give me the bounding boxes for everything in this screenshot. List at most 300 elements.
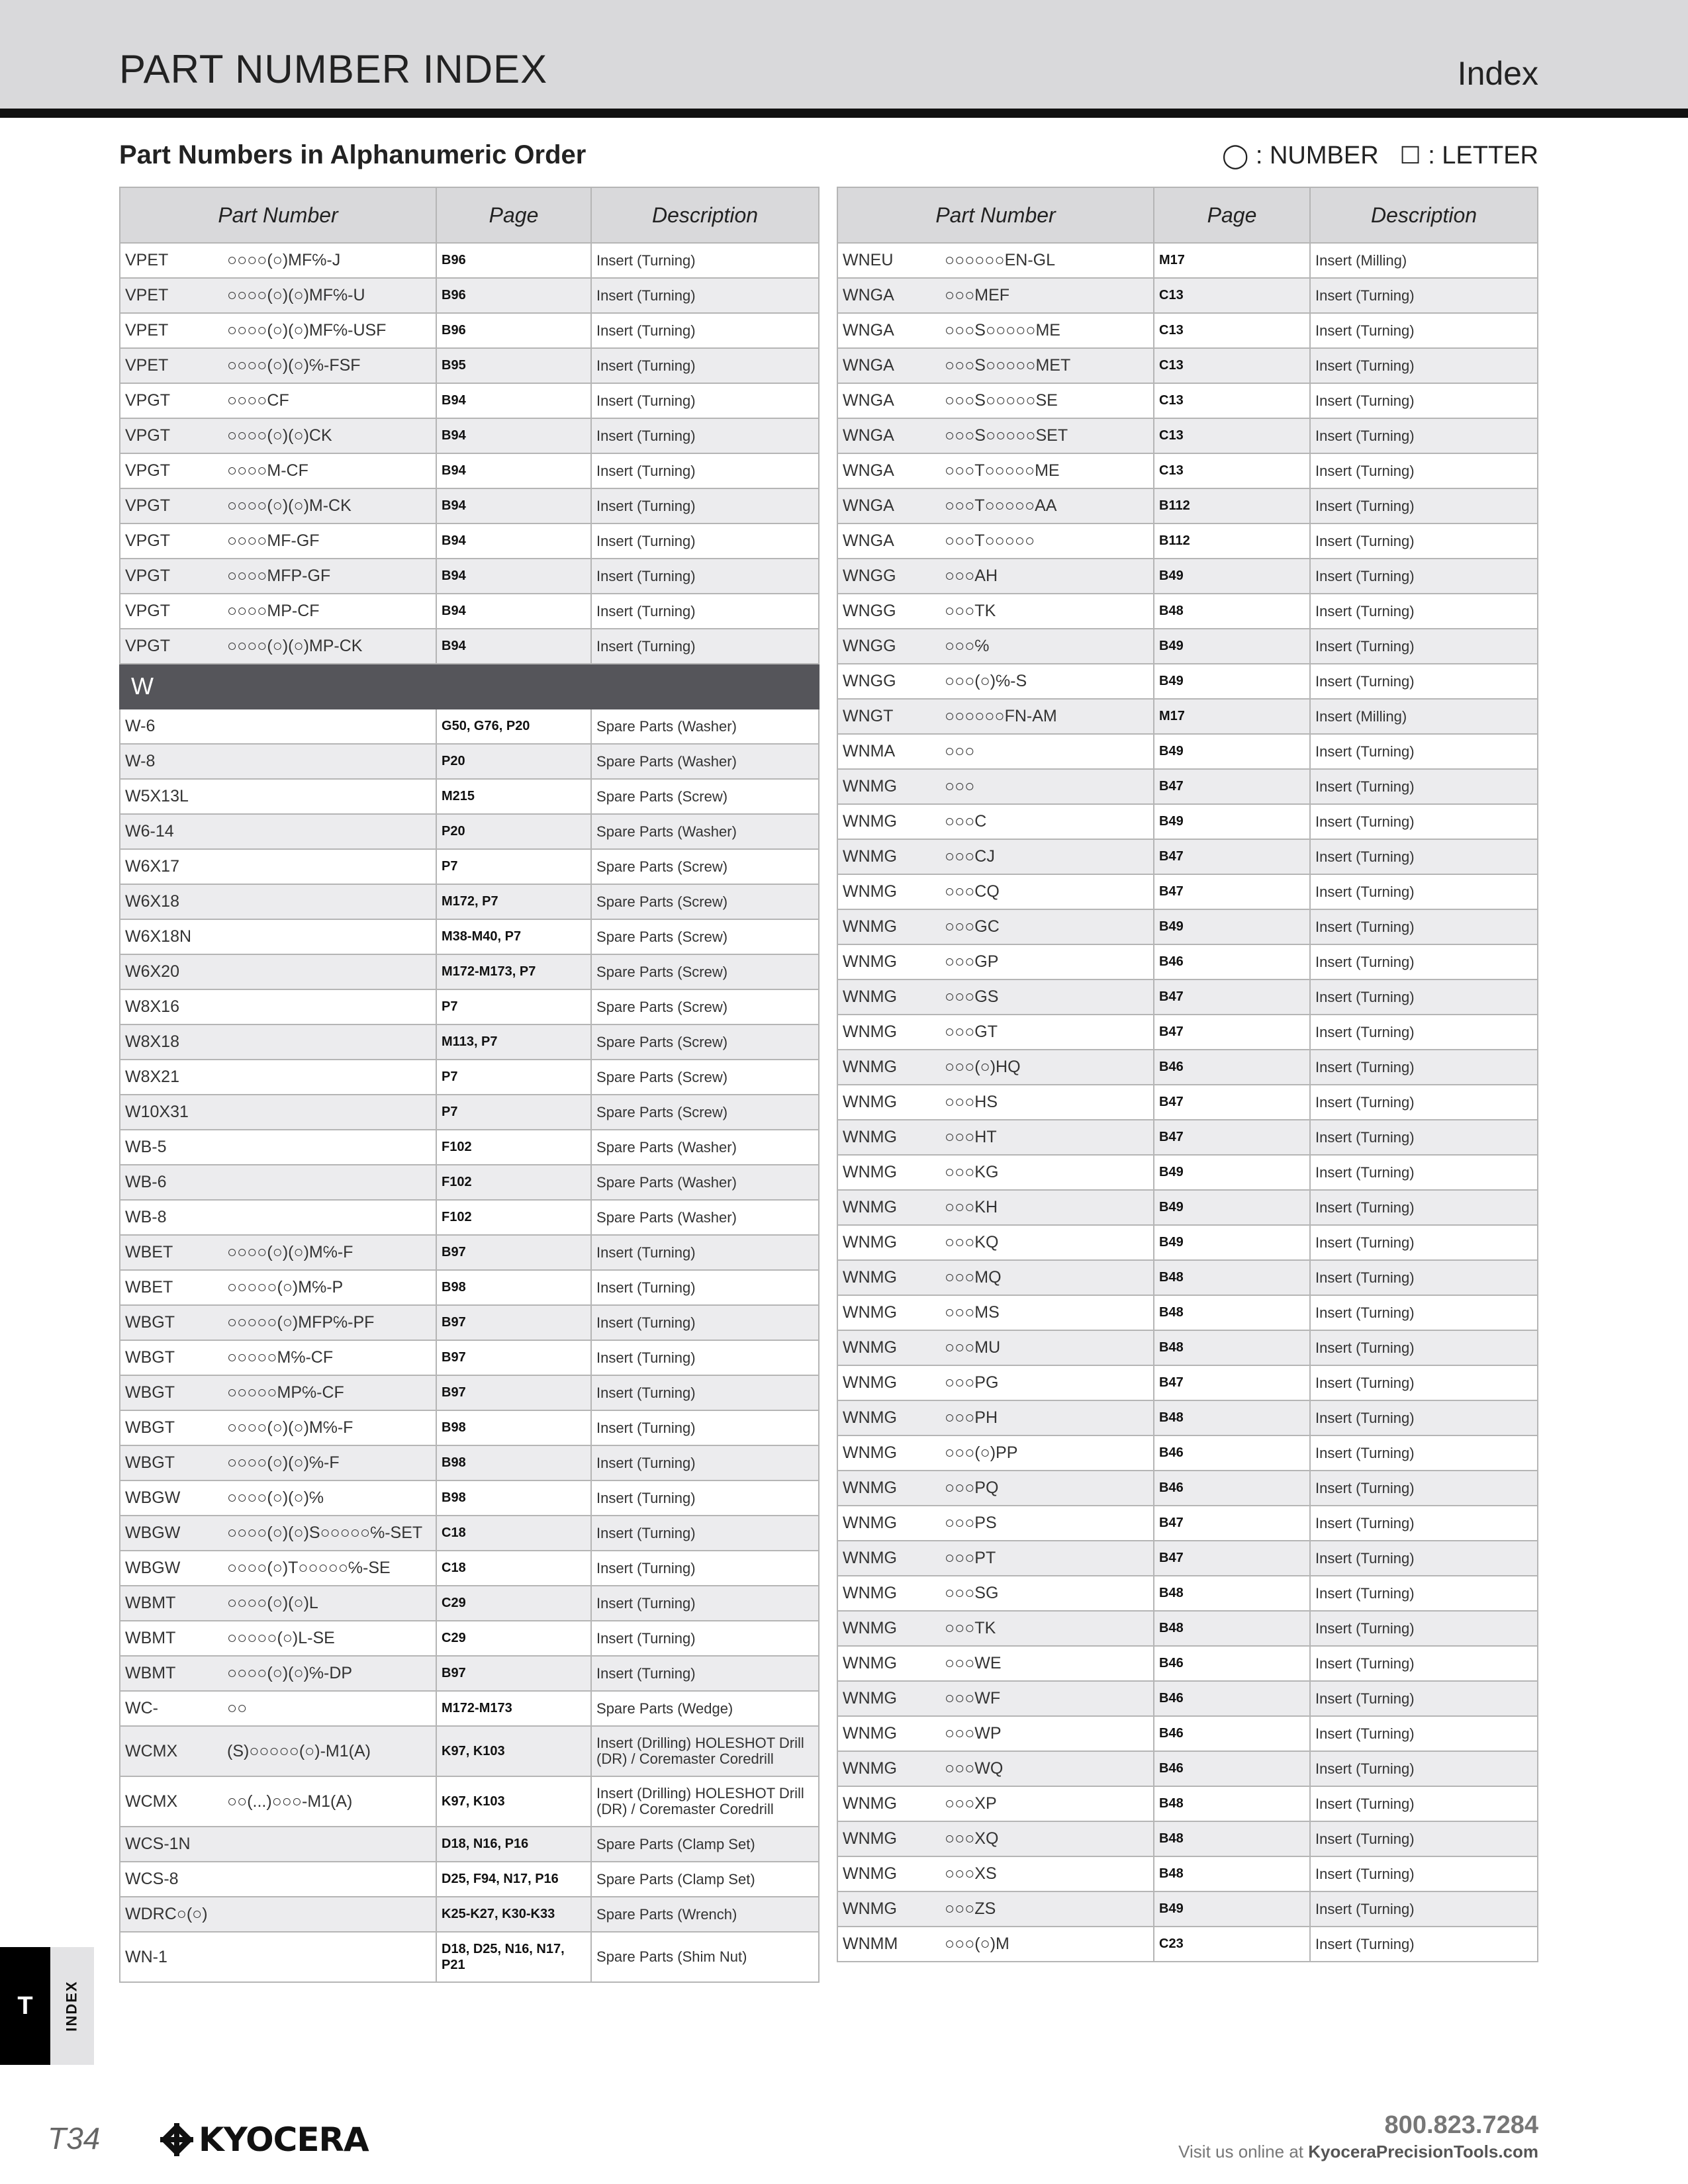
part-code-cell: ○○○PG [942, 1365, 1154, 1400]
part-prefix-cell: WNMG [837, 1400, 942, 1435]
part-prefix-cell: VPGT [120, 383, 224, 418]
part-code-cell [224, 1932, 436, 1982]
part-code-cell [224, 779, 436, 814]
section-label: Index [1457, 55, 1538, 92]
description-cell: Insert (Turning) [1310, 979, 1538, 1015]
part-prefix-cell: VPGT [120, 629, 224, 664]
part-code-cell: ○○○HT [942, 1120, 1154, 1155]
description-cell: Insert (Turning) [1310, 1786, 1538, 1821]
page-cell: B49 [1154, 1891, 1310, 1927]
description-cell: Insert (Turning) [1310, 944, 1538, 979]
page-cell: P7 [436, 1095, 591, 1130]
part-prefix-cell: VPET [120, 278, 224, 313]
page-cell: B49 [1154, 1190, 1310, 1225]
page-cell: B47 [1154, 1365, 1310, 1400]
part-prefix-cell: WNMG [837, 1506, 942, 1541]
table-row [837, 769, 1538, 804]
description-cell: Insert (Turning) [591, 1445, 819, 1480]
description-cell: Spare Parts (Screw) [591, 919, 819, 954]
page-cell: B47 [1154, 839, 1310, 874]
logo-text: KYOCERA [199, 2120, 369, 2159]
table-row [837, 1751, 1538, 1786]
table-row [120, 1480, 819, 1516]
description-cell: Spare Parts (Washer) [591, 744, 819, 779]
part-prefix-cell: WDRC○(○) [120, 1897, 224, 1932]
page-cell: B48 [1154, 1856, 1310, 1891]
page-cell: B48 [1154, 1611, 1310, 1646]
part-number-header: Part Number [120, 187, 436, 243]
table-row [120, 1305, 819, 1340]
description-cell: Spare Parts (Washer) [591, 1200, 819, 1235]
page-cell: B94 [436, 453, 591, 488]
symbol-legend [1222, 142, 1538, 170]
page-cell: B48 [1154, 1576, 1310, 1611]
part-code-cell: ○○○HS [942, 1085, 1154, 1120]
description-cell: Insert (Turning) [1310, 383, 1538, 418]
table-row [120, 1862, 819, 1897]
part-code-cell: ○○○S○○○○○SET [942, 418, 1154, 453]
description-cell: Insert (Turning) [1310, 1856, 1538, 1891]
page-cell: B49 [1154, 909, 1310, 944]
part-prefix-cell: WNGA [837, 523, 942, 559]
part-prefix-cell: W6-14 [120, 814, 224, 849]
description-cell: Insert (Turning) [1310, 594, 1538, 629]
table-row [120, 278, 819, 313]
description-cell: Insert (Turning) [591, 1270, 819, 1305]
table-row [837, 523, 1538, 559]
part-prefix-cell: WBGT [120, 1340, 224, 1375]
part-code-cell: ○○○○(○)(○)L [224, 1586, 436, 1621]
page-cell: B97 [436, 1656, 591, 1691]
part-prefix-cell: WNMG [837, 1751, 942, 1786]
part-code-cell [224, 1165, 436, 1200]
page-cell: B46 [1154, 1471, 1310, 1506]
description-cell: Insert (Turning) [591, 1340, 819, 1375]
page-cell: K97, K103 [436, 1726, 591, 1776]
part-prefix-cell: WNMG [837, 1365, 942, 1400]
part-code-cell: ○○○○(○)(○)CK [224, 418, 436, 453]
part-prefix-cell: WB-6 [120, 1165, 224, 1200]
part-prefix-cell: WNMG [837, 804, 942, 839]
description-cell: Insert (Turning) [591, 1305, 819, 1340]
table-row [837, 1050, 1538, 1085]
part-code-cell [224, 1060, 436, 1095]
part-prefix-cell: WNMG [837, 1050, 942, 1085]
part-prefix-cell: WNGG [837, 629, 942, 664]
part-code-cell: ○○○PH [942, 1400, 1154, 1435]
part-prefix-cell: WNMG [837, 1330, 942, 1365]
part-prefix-cell: WNMG [837, 1786, 942, 1821]
part-code-cell: ○○○○○(○)L-SE [224, 1621, 436, 1656]
part-code-cell: ○○(...)○○○-M1(A) [224, 1776, 436, 1827]
table-row [120, 1235, 819, 1270]
description-cell: Spare Parts (Clamp Set) [591, 1827, 819, 1862]
table-row [837, 1015, 1538, 1050]
description-cell: Insert (Turning) [1310, 559, 1538, 594]
table-row [837, 1541, 1538, 1576]
part-prefix-cell: WB-8 [120, 1200, 224, 1235]
part-code-cell: ○○○○(○)(○)℅-F [224, 1445, 436, 1480]
side-tab-letter: T [17, 1991, 33, 2020]
table-row [120, 849, 819, 884]
table-row [120, 954, 819, 989]
page-cell: P20 [436, 744, 591, 779]
description-cell: Insert (Drilling) HOLESHOT Drill (DR) / Coremaster Coredrill [591, 1776, 819, 1827]
part-number-header: Part Number [837, 187, 1154, 243]
page-cell: M113, P7 [436, 1024, 591, 1060]
page-cell: B94 [436, 594, 591, 629]
description-cell: Spare Parts (Screw) [591, 989, 819, 1024]
part-prefix-cell: WNMG [837, 1471, 942, 1506]
part-prefix-cell: WNGG [837, 559, 942, 594]
part-code-cell: ○○○PQ [942, 1471, 1154, 1506]
part-prefix-cell: WNGA [837, 418, 942, 453]
table-row [837, 1821, 1538, 1856]
index-table-left [119, 187, 820, 1983]
table-row [837, 699, 1538, 734]
page-cell: M17 [1154, 699, 1310, 734]
table-row [120, 348, 819, 383]
part-code-cell: ○○○PS [942, 1506, 1154, 1541]
part-code-cell: ○○○GC [942, 909, 1154, 944]
part-prefix-cell: WBMT [120, 1586, 224, 1621]
page-cell: M17 [1154, 243, 1310, 278]
part-prefix-cell: VPGT [120, 559, 224, 594]
part-prefix-cell: W6X17 [120, 849, 224, 884]
table-row [837, 1927, 1538, 1962]
description-cell: Spare Parts (Washer) [591, 1130, 819, 1165]
part-prefix-cell: WCMX [120, 1726, 224, 1776]
page-cell: B47 [1154, 769, 1310, 804]
part-prefix-cell: WNMG [837, 839, 942, 874]
website-link[interactable]: KyoceraPrecisionTools.com [1308, 2142, 1538, 2161]
part-prefix-cell: WBET [120, 1270, 224, 1305]
part-code-cell: ○○○MEF [942, 278, 1154, 313]
part-prefix-cell: WNGA [837, 453, 942, 488]
description-cell: Insert (Turning) [1310, 1260, 1538, 1295]
table-row [120, 313, 819, 348]
page-cell: B97 [436, 1340, 591, 1375]
description-cell: Insert (Turning) [1310, 1085, 1538, 1120]
description-cell: Spare Parts (Screw) [591, 779, 819, 814]
part-code-cell: ○○○AH [942, 559, 1154, 594]
table-row [837, 839, 1538, 874]
part-code-cell: ○○○○MFP-GF [224, 559, 436, 594]
part-prefix-cell: WNMG [837, 1120, 942, 1155]
part-code-cell: ○○○○(○)(○)M℅-F [224, 1410, 436, 1445]
page-cell: B95 [436, 348, 591, 383]
part-prefix-cell: W6X18N [120, 919, 224, 954]
part-code-cell [224, 1897, 436, 1932]
page-cell: B94 [436, 559, 591, 594]
part-code-cell: ○○○○○(○)M℅-P [224, 1270, 436, 1305]
description-cell: Insert (Turning) [1310, 1576, 1538, 1611]
index-table-left-body [120, 243, 819, 1982]
table-row [837, 1611, 1538, 1646]
table-row [120, 1516, 819, 1551]
page-cell: P20 [436, 814, 591, 849]
description-cell: Insert (Turning) [1310, 1927, 1538, 1962]
part-code-cell: ○○○GP [942, 944, 1154, 979]
part-prefix-cell: VPGT [120, 594, 224, 629]
table-row [120, 1165, 819, 1200]
part-prefix-cell: W8X16 [120, 989, 224, 1024]
part-prefix-cell: WNEU [837, 243, 942, 278]
table-row [120, 559, 819, 594]
header-rule [0, 109, 1688, 118]
part-code-cell: ○○○○(○)(○)M℅-F [224, 1235, 436, 1270]
table-row [837, 734, 1538, 769]
description-cell: Spare Parts (Shim Nut) [591, 1932, 819, 1982]
part-prefix-cell: W6X18 [120, 884, 224, 919]
description-cell: Insert (Turning) [1310, 664, 1538, 699]
description-cell: Insert (Turning) [591, 453, 819, 488]
part-prefix-cell: WNMG [837, 1891, 942, 1927]
part-prefix-cell: WNMG [837, 979, 942, 1015]
page-cell: M38-M40, P7 [436, 919, 591, 954]
circle-icon: ◯ [1222, 142, 1249, 169]
part-prefix-cell: WBGW [120, 1516, 224, 1551]
index-table-right [837, 187, 1538, 1962]
part-code-cell: ○○ [224, 1691, 436, 1726]
page-cell: C29 [436, 1621, 591, 1656]
description-cell: Insert (Turning) [1310, 1225, 1538, 1260]
part-prefix-cell: VPGT [120, 488, 224, 523]
page-cell: C18 [436, 1516, 591, 1551]
page-cell: M215 [436, 779, 591, 814]
page-cell: B94 [436, 523, 591, 559]
description-cell: Spare Parts (Screw) [591, 884, 819, 919]
page-cell: D18, D25, N16, N17, P21 [436, 1932, 591, 1982]
table-row [120, 1095, 819, 1130]
table-row [120, 1586, 819, 1621]
table-row [120, 709, 819, 744]
page-cell: B46 [1154, 1050, 1310, 1085]
part-prefix-cell: WBGW [120, 1480, 224, 1516]
table-row [837, 278, 1538, 313]
part-code-cell: ○○○(○)PP [942, 1435, 1154, 1471]
part-prefix-cell: WNMM [837, 1927, 942, 1962]
description-cell: Spare Parts (Screw) [591, 1060, 819, 1095]
page-cell: B112 [1154, 488, 1310, 523]
table-row [837, 1856, 1538, 1891]
page-cell: M172-M173, P7 [436, 954, 591, 989]
part-code-cell [224, 1827, 436, 1862]
description-cell: Insert (Turning) [1310, 769, 1538, 804]
part-code-cell [224, 954, 436, 989]
table-row [120, 594, 819, 629]
description-cell: Insert (Turning) [1310, 804, 1538, 839]
part-code-cell: ○○○KG [942, 1155, 1154, 1190]
part-code-cell: ○○○S○○○○○SE [942, 383, 1154, 418]
description-cell: Insert (Turning) [1310, 418, 1538, 453]
table-row [837, 1891, 1538, 1927]
page-cell: B96 [436, 313, 591, 348]
part-code-cell: ○○○CQ [942, 874, 1154, 909]
description-cell: Spare Parts (Screw) [591, 954, 819, 989]
description-cell: Insert (Turning) [1310, 1155, 1538, 1190]
part-code-cell: ○○○○(○)(○)MF℅-U [224, 278, 436, 313]
description-cell: Insert (Drilling) HOLESHOT Drill (DR) / Coremaster Coredrill [591, 1726, 819, 1776]
part-prefix-cell: W8X21 [120, 1060, 224, 1095]
table-row [120, 453, 819, 488]
page-cell: B47 [1154, 1506, 1310, 1541]
part-code-cell: ○○○T○○○○○AA [942, 488, 1154, 523]
description-cell: Insert (Turning) [591, 1410, 819, 1445]
part-code-cell: ○○○○(○)(○)MP-CK [224, 629, 436, 664]
table-row [837, 1330, 1538, 1365]
part-prefix-cell: VPGT [120, 418, 224, 453]
part-prefix-cell: WNMG [837, 1295, 942, 1330]
page-cell: C13 [1154, 313, 1310, 348]
part-code-cell [224, 814, 436, 849]
table-row [837, 1435, 1538, 1471]
page-cell: B96 [436, 278, 591, 313]
part-prefix-cell: WNMG [837, 1085, 942, 1120]
page-cell: B98 [436, 1480, 591, 1516]
description-cell: Insert (Turning) [591, 1235, 819, 1270]
description-cell: Insert (Turning) [1310, 1190, 1538, 1225]
page-cell: D18, N16, P16 [436, 1827, 591, 1862]
table-row [120, 629, 819, 664]
part-code-cell [224, 744, 436, 779]
description-cell: Insert (Turning) [1310, 1400, 1538, 1435]
page-cell: M172, P7 [436, 884, 591, 919]
part-prefix-cell: WNGA [837, 278, 942, 313]
part-code-cell: ○○○○M-CF [224, 453, 436, 488]
page-cell: F102 [436, 1130, 591, 1165]
page-cell: C13 [1154, 383, 1310, 418]
table-row [120, 1060, 819, 1095]
description-cell: Insert (Turning) [1310, 1541, 1538, 1576]
table-row [837, 383, 1538, 418]
side-tab-word-label: INDEX [64, 1980, 80, 2032]
description-cell: Spare Parts (Washer) [591, 1165, 819, 1200]
table-row [837, 1120, 1538, 1155]
part-prefix-cell: WNMG [837, 1821, 942, 1856]
part-code-cell: ○○○○MP-CF [224, 594, 436, 629]
part-code-cell: ○○○CJ [942, 839, 1154, 874]
table-row [120, 243, 819, 278]
description-header: Description [1310, 187, 1538, 243]
table-row [837, 1225, 1538, 1260]
table-row [120, 1827, 819, 1862]
part-code-cell: ○○○ [942, 769, 1154, 804]
description-cell: Insert (Turning) [591, 1480, 819, 1516]
part-prefix-cell: WC- [120, 1691, 224, 1726]
part-prefix-cell: W5X13L [120, 779, 224, 814]
part-prefix-cell: WNMG [837, 944, 942, 979]
description-cell: Insert (Turning) [1310, 1330, 1538, 1365]
description-cell: Spare Parts (Washer) [591, 709, 819, 744]
table-row [837, 909, 1538, 944]
table-row [120, 1200, 819, 1235]
page-cell: B48 [1154, 1330, 1310, 1365]
description-cell: Insert (Turning) [591, 594, 819, 629]
page-cell: B48 [1154, 594, 1310, 629]
part-code-cell: ○○○GT [942, 1015, 1154, 1050]
description-cell: Spare Parts (Screw) [591, 849, 819, 884]
part-code-cell: ○○○S○○○○○ME [942, 313, 1154, 348]
part-code-cell: ○○○ [942, 734, 1154, 769]
description-cell: Insert (Turning) [591, 523, 819, 559]
page-header: Page [1154, 187, 1310, 243]
description-cell: Insert (Milling) [1310, 699, 1538, 734]
table-row [120, 1410, 819, 1445]
page-cell: B96 [436, 243, 591, 278]
part-code-cell [224, 884, 436, 919]
page-cell: F102 [436, 1200, 591, 1235]
table-row [837, 488, 1538, 523]
table-row [120, 919, 819, 954]
part-code-cell: (S)○○○○○(○)-M1(A) [224, 1726, 436, 1776]
part-code-cell: ○○○KH [942, 1190, 1154, 1225]
part-code-cell: ○○○(○)M [942, 1927, 1154, 1962]
description-cell: Insert (Turning) [591, 1656, 819, 1691]
part-code-cell [224, 1862, 436, 1897]
part-code-cell: ○○○WQ [942, 1751, 1154, 1786]
part-prefix-cell: WNGG [837, 664, 942, 699]
table-row [837, 348, 1538, 383]
table-row [120, 1726, 819, 1776]
part-prefix-cell: WNGT [837, 699, 942, 734]
table-row [120, 1897, 819, 1932]
part-code-cell: ○○○℅ [942, 629, 1154, 664]
page-cell: C18 [436, 1551, 591, 1586]
table-row [837, 874, 1538, 909]
page-cell: B49 [1154, 1155, 1310, 1190]
part-prefix-cell: WNMG [837, 1015, 942, 1050]
page-cell: F102 [436, 1165, 591, 1200]
part-prefix-cell: WNMG [837, 1681, 942, 1716]
part-prefix-cell: WNMG [837, 1190, 942, 1225]
table-row [837, 1400, 1538, 1435]
page-header: Page [436, 187, 591, 243]
table-row [837, 243, 1538, 278]
description-cell: Insert (Turning) [1310, 1015, 1538, 1050]
part-code-cell: ○○○○(○)(○)S○○○○○℅-SET [224, 1516, 436, 1551]
table-row [837, 629, 1538, 664]
table-row [837, 1295, 1538, 1330]
part-prefix-cell: WCS-8 [120, 1862, 224, 1897]
page-cell: P7 [436, 1060, 591, 1095]
part-code-cell: ○○○○(○)T○○○○○℅-SE [224, 1551, 436, 1586]
table-row [120, 1024, 819, 1060]
table-row [120, 383, 819, 418]
page-cell: C13 [1154, 278, 1310, 313]
table-row [837, 1190, 1538, 1225]
table-row [120, 814, 819, 849]
part-code-cell: ○○○○○M℅-CF [224, 1340, 436, 1375]
description-cell: Insert (Turning) [1310, 1716, 1538, 1751]
description-cell: Insert (Turning) [1310, 1365, 1538, 1400]
description-cell: Spare Parts (Screw) [591, 1095, 819, 1130]
description-cell: Insert (Turning) [591, 1586, 819, 1621]
part-code-cell [224, 989, 436, 1024]
description-cell: Insert (Turning) [591, 1375, 819, 1410]
page-cell: B98 [436, 1270, 591, 1305]
part-prefix-cell: WBGT [120, 1305, 224, 1340]
table-row [120, 1130, 819, 1165]
page-title: PART NUMBER INDEX [119, 47, 548, 91]
part-prefix-cell: W10X31 [120, 1095, 224, 1130]
part-code-cell: ○○○○○○EN-GL [942, 243, 1154, 278]
page-cell: B94 [436, 418, 591, 453]
description-cell: Spare Parts (Wedge) [591, 1691, 819, 1726]
page-cell: B97 [436, 1235, 591, 1270]
description-cell: Insert (Turning) [591, 348, 819, 383]
part-code-cell [224, 1095, 436, 1130]
